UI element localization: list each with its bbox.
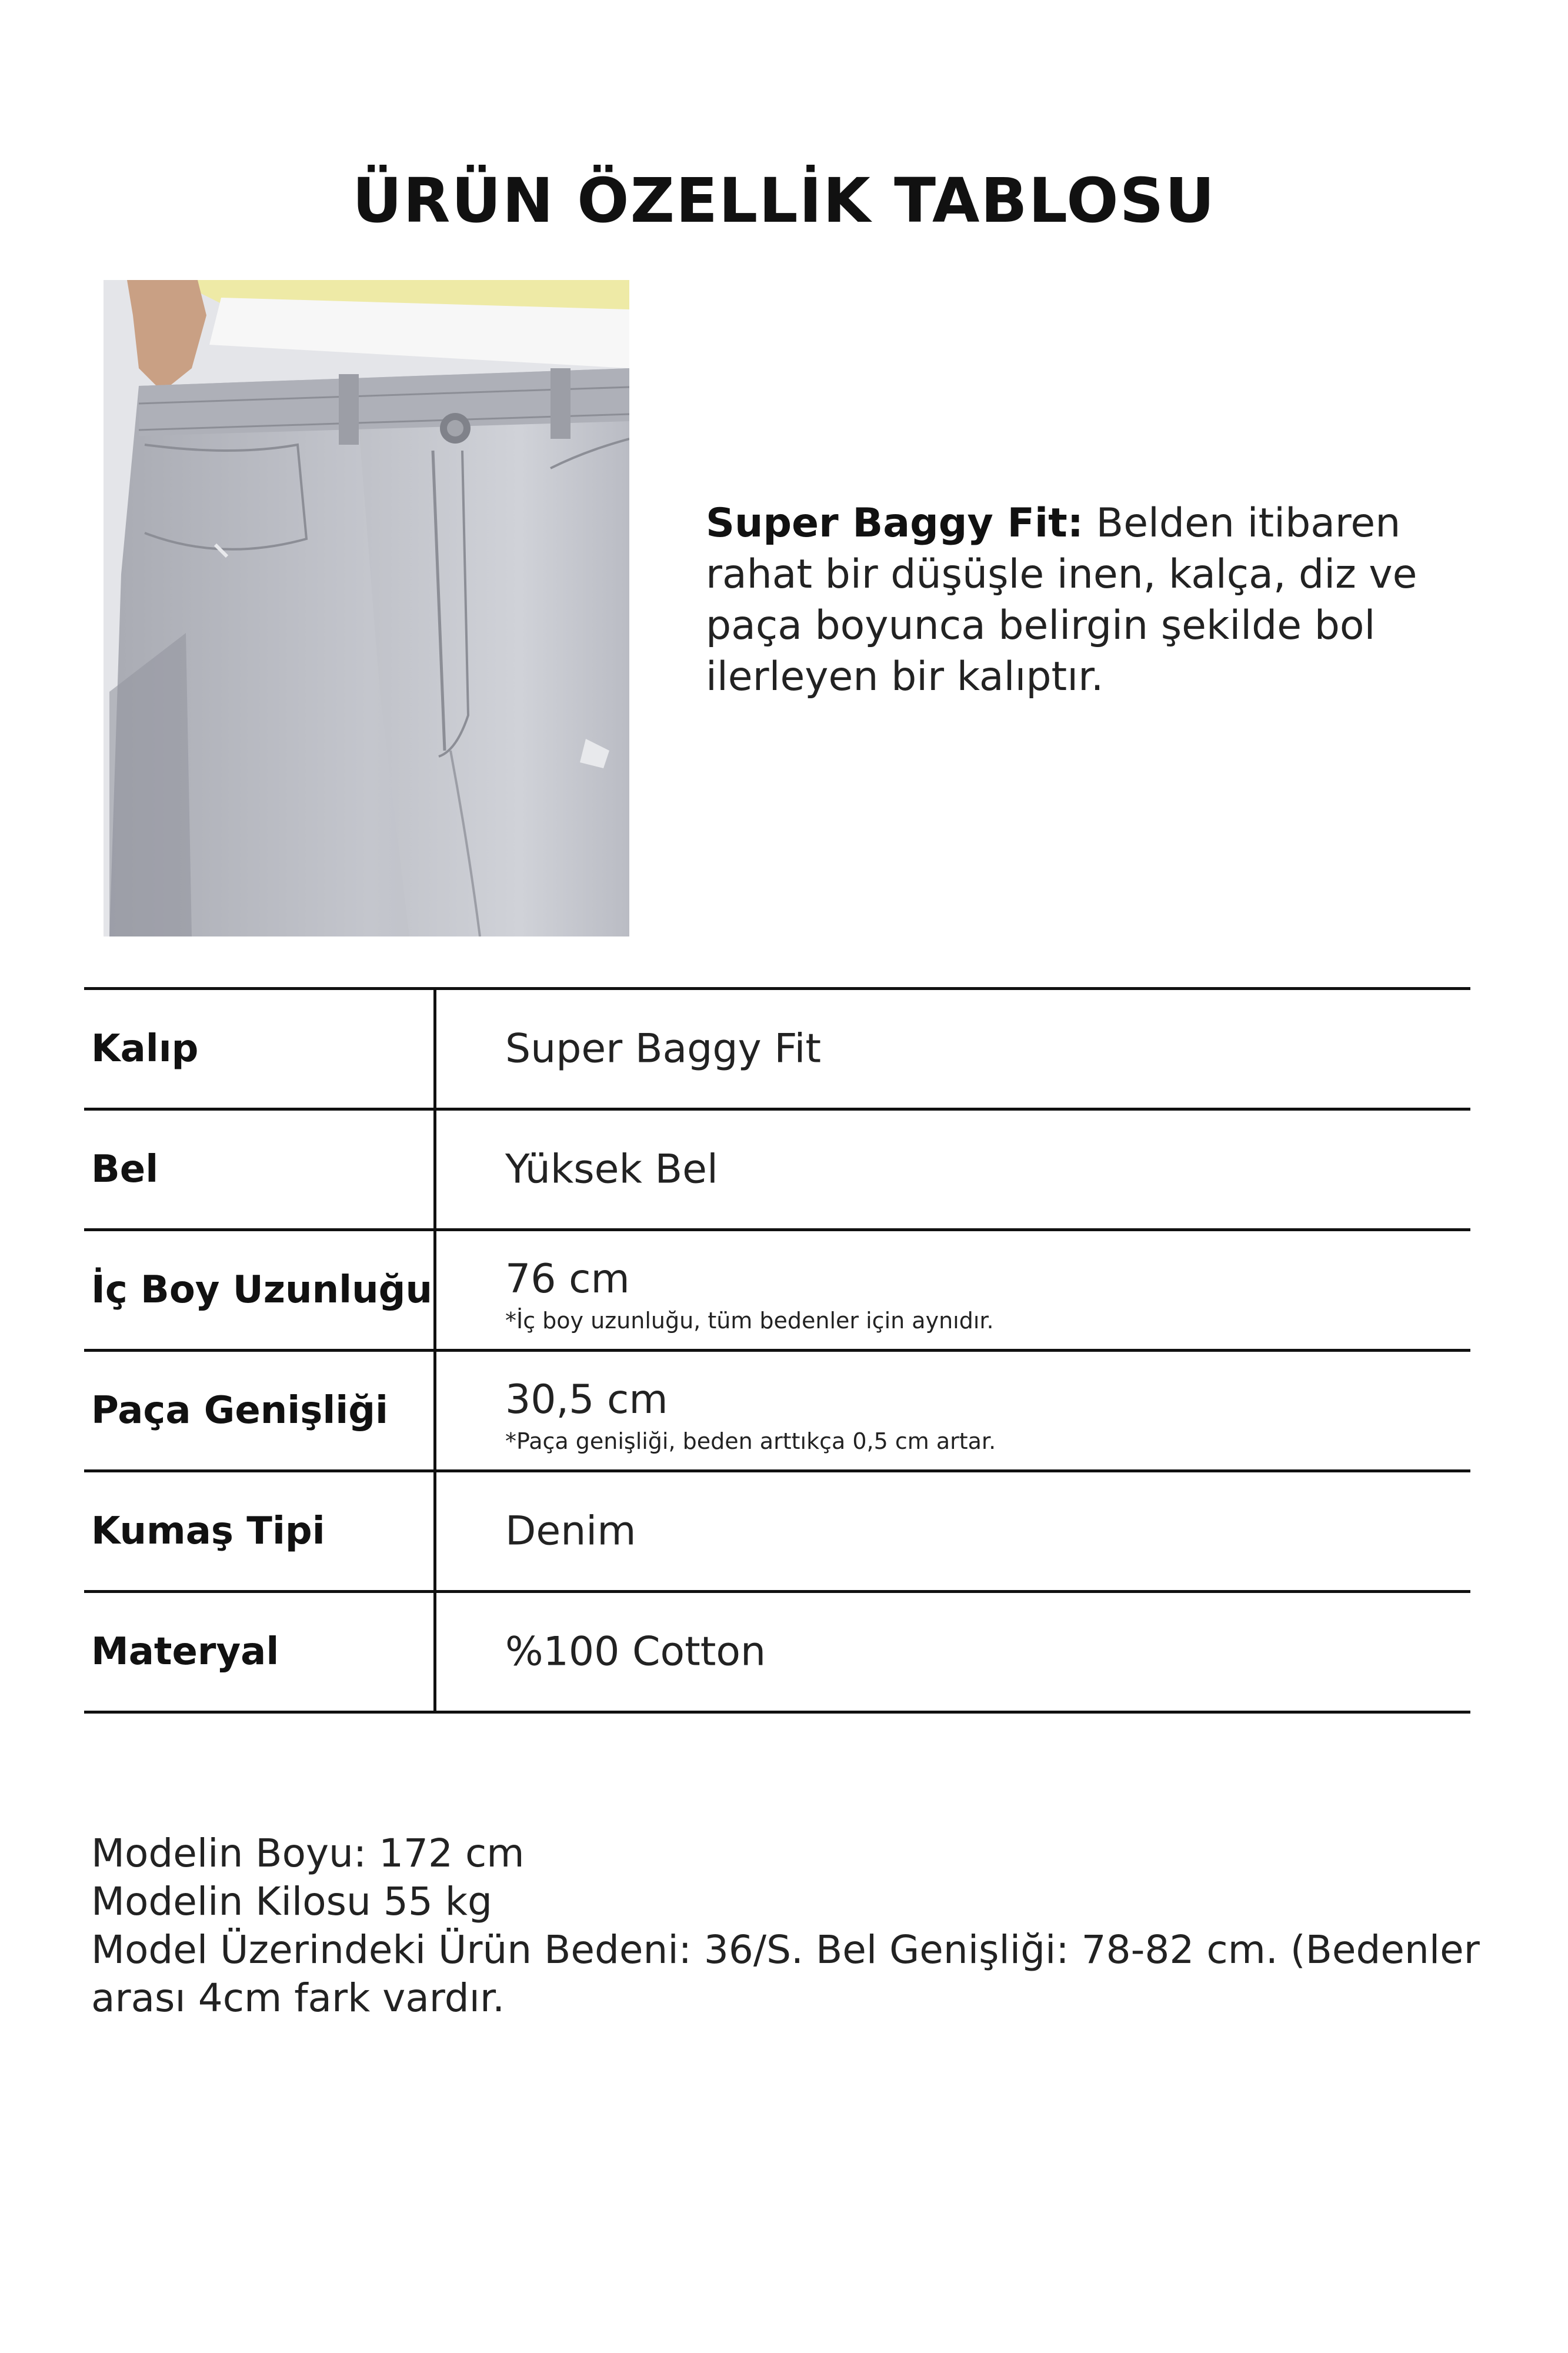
spec-value: %100 Cotton <box>505 1628 766 1675</box>
column-divider <box>433 1593 436 1711</box>
model-height: Modelin Boyu: 172 cm <box>91 1831 525 1876</box>
model-info <box>91 1829 1491 2022</box>
spec-value: 30,5 cm <box>505 1377 668 1423</box>
spec-table <box>84 987 1470 1714</box>
column-divider <box>433 990 436 1108</box>
spec-note: *İç boy uzunluğu, tüm bedenler için aynıdır. <box>505 1308 994 1334</box>
model-size: Model Üzerindeki Ürün Bedeni: 36/S. Bel Genişliği: 78-82 cm. (Bedenler arası 4cm fark vardır. <box>91 1927 1480 2021</box>
spec-value: 76 cm <box>505 1256 630 1302</box>
spec-note: *Paça genişliği, beden arttıkça 0,5 cm artar. <box>505 1428 996 1454</box>
fit-text: Belden itibaren rahat bir düşüşle inen, kalça, diz ve paça boyunca belirgin şekilde bol ilerleyen bir kalıptır. <box>706 500 1417 700</box>
page-title: ÜRÜN ÖZELLİK TABLOSU <box>352 165 1216 236</box>
table-row <box>84 1590 1470 1714</box>
column-divider <box>433 1111 436 1228</box>
column-divider <box>433 1472 436 1590</box>
spec-label: Paça Genişliği <box>91 1389 388 1432</box>
spec-label: Materyal <box>91 1630 279 1674</box>
fit-name: Super Baggy Fit: <box>706 500 1083 546</box>
spec-label: Kumaş Tipi <box>91 1509 325 1553</box>
spec-value: Yüksek Bel <box>505 1146 718 1193</box>
table-row <box>84 1108 1470 1228</box>
table-row <box>84 987 1470 1108</box>
spec-label: Kalıp <box>91 1027 199 1071</box>
fit-description <box>706 498 1494 702</box>
column-divider <box>433 1352 436 1469</box>
column-divider <box>433 1231 436 1349</box>
model-weight: Modelin Kilosu 55 kg <box>91 1879 492 1924</box>
spec-label: Bel <box>91 1148 159 1191</box>
spec-value: Denim <box>505 1508 636 1555</box>
spec-label: İç Boy Uzunluğu <box>91 1268 432 1312</box>
table-row <box>84 1349 1470 1469</box>
spec-value: Super Baggy Fit <box>505 1025 822 1072</box>
jeans-photo-icon <box>104 280 629 936</box>
table-row <box>84 1469 1470 1590</box>
table-row <box>84 1228 1470 1349</box>
